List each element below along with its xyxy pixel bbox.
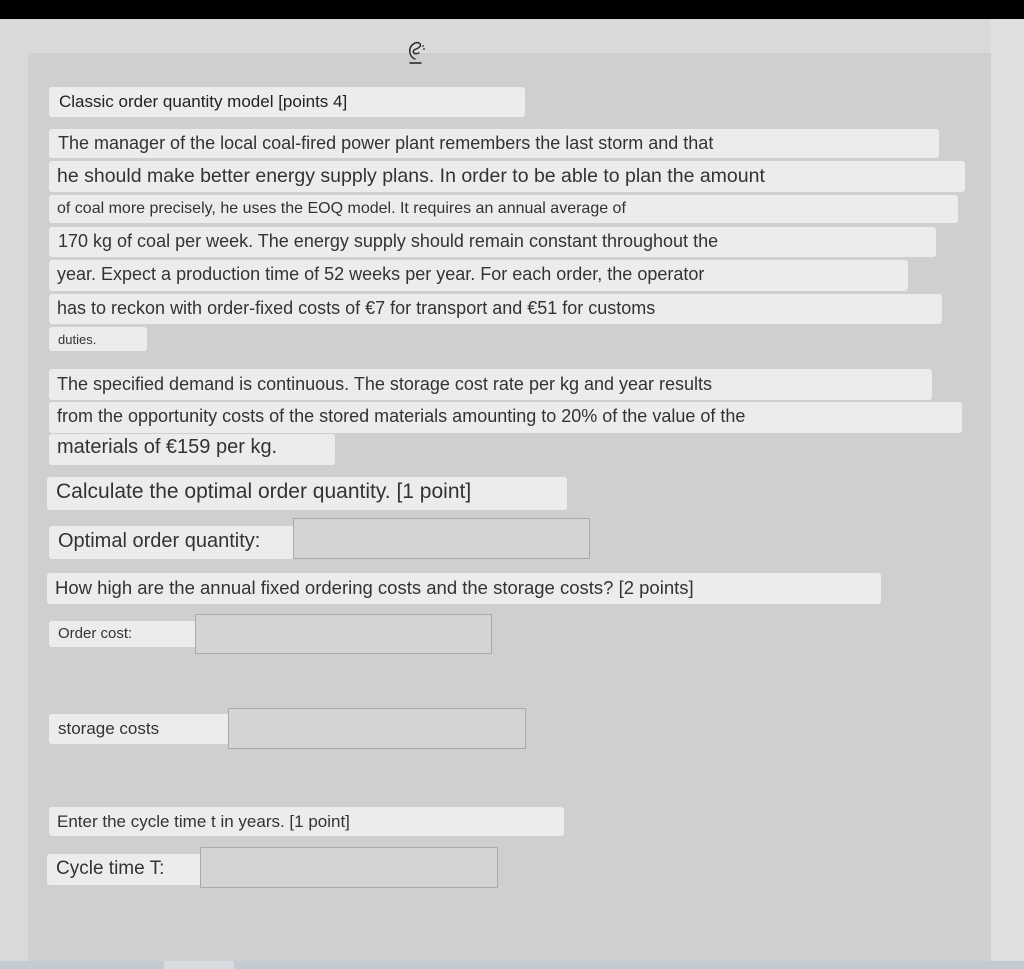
paragraph1-line2: he should make better energy supply plans. In order to be able to plan the amount	[49, 161, 965, 192]
question-optimal-order: Calculate the optimal order quantity. [1 point]	[47, 477, 567, 510]
right-margin	[990, 19, 1024, 969]
cycle-time-input[interactable]	[200, 847, 498, 888]
paragraph1-line5: year. Expect a production time of 52 weeks per year. For each order, the operator	[49, 260, 908, 291]
order-cost-input[interactable]	[195, 614, 492, 654]
bottom-scroll-thumb[interactable]	[164, 961, 234, 969]
paragraph1-line4: 170 kg of coal per week. The energy supply should remain constant throughout the	[49, 227, 936, 257]
paragraph1-line7: duties.	[49, 327, 147, 351]
bottom-scroll-bar[interactable]	[0, 961, 1024, 969]
cycle-time-label: Cycle time T:	[47, 854, 205, 885]
paragraph1-line3: of coal more precisely, he uses the EOQ model. It requires an annual average of	[49, 195, 958, 223]
paragraph1-line6: has to reckon with order-fixed costs of €7 for transport and €51 for customs	[49, 294, 942, 324]
section-title: Classic order quantity model [points 4]	[49, 87, 525, 117]
paragraph2-line3: materials of €159 per kg.	[49, 434, 335, 465]
storage-costs-label: storage costs	[49, 714, 232, 744]
paragraph2-line2: from the opportunity costs of the stored materials amounting to 20% of the value of the	[49, 402, 962, 433]
optimal-order-label: Optimal order quantity:	[49, 526, 301, 559]
storage-costs-input[interactable]	[228, 708, 526, 749]
paragraph1-line1: The manager of the local coal-fired power plant remembers the last storm and that	[49, 129, 939, 158]
optimal-order-input[interactable]	[293, 518, 590, 559]
order-cost-label: Order cost:	[49, 621, 199, 647]
paragraph2-line1: The specified demand is continuous. The storage cost rate per kg and year results	[49, 369, 932, 400]
handwriting-cursor-icon	[403, 35, 435, 67]
top-bar	[0, 0, 1024, 19]
question-cycle-time: Enter the cycle time t in years. [1 point]	[49, 807, 564, 836]
question-annual-costs: How high are the annual fixed ordering costs and the storage costs? [2 points]	[47, 573, 881, 604]
